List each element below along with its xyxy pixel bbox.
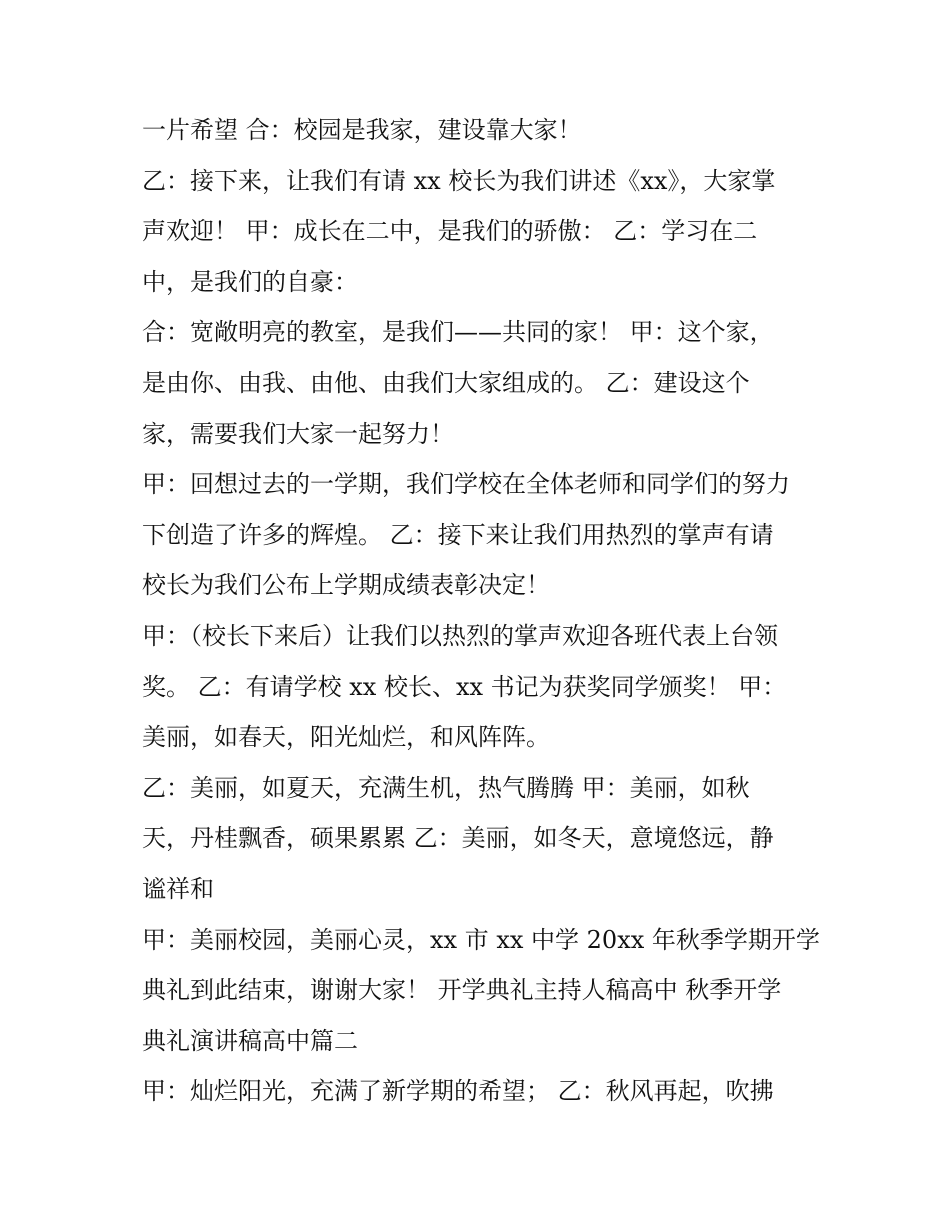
text-line: 声欢迎！ 甲：成长在二中，是我们的骄傲： 乙：学习在二	[142, 217, 758, 246]
text-line: 天，丹桂飘香，硕果累累 乙：美丽，如冬天，意境悠远，静	[142, 824, 774, 853]
text-line: 是由你、由我、由他、由我们大家组成的。 乙：建设这个	[142, 368, 750, 397]
text-line: 谧祥和	[142, 874, 214, 903]
text-line: 甲：（校长下来后）让我们以热烈的掌声欢迎各班代表上台领	[142, 621, 778, 650]
text-line: 乙：接下来，让我们有请 xx 校长为我们讲述《xx》，大家掌	[142, 166, 776, 195]
text-line: 中，是我们的自豪：	[142, 267, 358, 296]
document-body	[142, 108, 832, 1120]
text-line: 典礼演讲稿高中篇二	[142, 1026, 358, 1055]
text-line: 甲：美丽校园，美丽心灵，xx 市 xx 中学 20xx 年秋季学期开学	[142, 925, 820, 954]
text-line: 美丽，如春天，阳光灿烂，和风阵阵。	[142, 723, 550, 752]
text-line: 家，需要我们大家一起努力！	[142, 419, 454, 448]
text-line: 典礼到此结束，谢谢大家！ 开学典礼主持人稿高中 秋季开学	[142, 976, 782, 1005]
text-line: 下创造了许多的辉煌。 乙：接下来让我们用热烈的掌声有请	[142, 520, 774, 549]
text-line: 乙：美丽，如夏天，充满生机，热气腾腾 甲：美丽，如秋	[142, 773, 750, 802]
text-line: 甲：灿烂阳光，充满了新学期的希望； 乙：秋风再起，吹拂	[142, 1077, 774, 1106]
text-line: 合：宽敞明亮的教室，是我们——共同的家！ 甲：这个家，	[142, 318, 774, 347]
text-line: 一片希望 合：校园是我家，建设靠大家！	[142, 116, 582, 144]
text-line: 奖。 乙：有请学校 xx 校长、xx 书记为获奖同学颁奖！ 甲：	[142, 672, 787, 701]
text-line: 甲：回想过去的一学期，我们学校在全体老师和同学们的努力	[142, 470, 790, 499]
text-line: 校长为我们公布上学期成绩表彰决定！	[142, 571, 550, 600]
